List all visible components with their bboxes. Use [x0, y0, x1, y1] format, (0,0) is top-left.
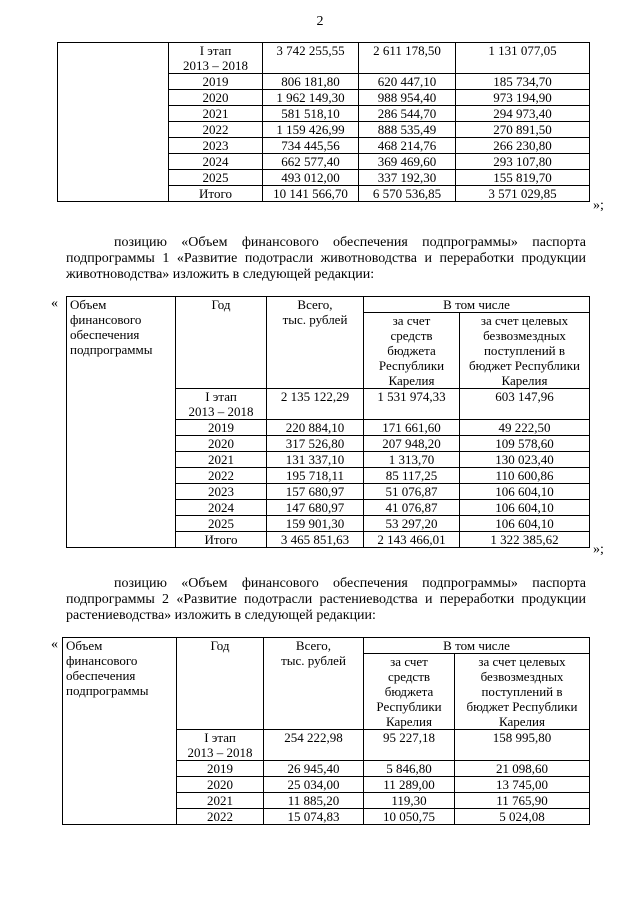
- total-cell: 493 012,00: [263, 170, 359, 186]
- year-cell: 2022: [176, 468, 267, 484]
- total-cell: 131 337,10: [267, 452, 364, 468]
- table-row: [58, 43, 590, 74]
- budget-cell: 41 076,87: [364, 500, 460, 516]
- year-cell: I этап 2013 – 2018: [177, 730, 264, 761]
- paragraph-subprogram-1: позицию «Объем финансового обеспечения подпрограммы» паспорта подпрограммы 1 «Развитие подотрасли животноводства и переработки продукции животноводства» изложить в следующей редакции:: [66, 235, 586, 282]
- budget-cell: 11 289,00: [364, 777, 455, 793]
- other-cell: 155 819,70: [456, 170, 590, 186]
- header-other: за счет целевых безвозмездных поступлений в бюджет Республики Карелия: [460, 313, 590, 389]
- header-budget: за счет средств бюджета Республики Карелия: [364, 313, 460, 389]
- budget-cell: 2 611 178,50: [359, 43, 456, 74]
- header-other: за счет целевых безвозмездных поступлений в бюджет Республики Карелия: [455, 654, 590, 730]
- year-cell: 2022: [177, 809, 264, 825]
- year-cell: 2022: [169, 122, 263, 138]
- year-cell: 2019: [177, 761, 264, 777]
- total-cell: 734 445,56: [263, 138, 359, 154]
- budget-cell: 85 117,25: [364, 468, 460, 484]
- other-cell: 270 891,50: [456, 122, 590, 138]
- other-cell: 21 098,60: [455, 761, 590, 777]
- other-cell: 109 578,60: [460, 436, 590, 452]
- budget-cell: 468 214,76: [359, 138, 456, 154]
- total-cell: 2 135 122,29: [267, 389, 364, 420]
- other-cell: 185 734,70: [456, 74, 590, 90]
- other-cell: 973 194,90: [456, 90, 590, 106]
- table2-open-mark: «: [51, 296, 58, 311]
- header-row: [63, 638, 590, 654]
- budget-cell: 988 954,40: [359, 90, 456, 106]
- year-cell: 2023: [169, 138, 263, 154]
- other-cell: 106 604,10: [460, 516, 590, 532]
- total-cell: 25 034,00: [264, 777, 364, 793]
- total-cell: 1 159 426,99: [263, 122, 359, 138]
- table2-close-mark: »;: [593, 542, 604, 557]
- subprogram-label-cell: Объем финансового обеспечения подпрограммы: [63, 638, 177, 825]
- budget-cell: 53 297,20: [364, 516, 460, 532]
- other-cell: 1 131 077,05: [456, 43, 590, 74]
- year-cell: 2023: [176, 484, 267, 500]
- other-cell: 293 107,80: [456, 154, 590, 170]
- table3-open-mark: «: [51, 637, 58, 652]
- total-cell: 254 222,98: [264, 730, 364, 761]
- year-cell: 2021: [169, 106, 263, 122]
- year-cell: 2020: [177, 777, 264, 793]
- total-cell: 159 901,30: [267, 516, 364, 532]
- budget-cell: 5 846,80: [364, 761, 455, 777]
- header-row: [67, 297, 590, 313]
- header-including: В том числе: [364, 297, 590, 313]
- other-cell: 49 222,50: [460, 420, 590, 436]
- total-cell: 11 885,20: [264, 793, 364, 809]
- other-cell: 603 147,96: [460, 389, 590, 420]
- year-cell: 2019: [176, 420, 267, 436]
- other-cell: 266 230,80: [456, 138, 590, 154]
- header-total: Всего, тыс. рублей: [267, 297, 364, 389]
- budget-cell: 10 050,75: [364, 809, 455, 825]
- page-number: 2: [316, 14, 324, 29]
- other-cell: 158 995,80: [455, 730, 590, 761]
- other-cell: 110 600,86: [460, 468, 590, 484]
- table1-label-cell: [58, 43, 169, 202]
- year-cell: Итого: [176, 532, 267, 548]
- other-cell: 130 023,40: [460, 452, 590, 468]
- total-cell: 220 884,10: [267, 420, 364, 436]
- total-cell: 662 577,40: [263, 154, 359, 170]
- year-cell: 2021: [177, 793, 264, 809]
- budget-cell: 6 570 536,85: [359, 186, 456, 202]
- budget-cell: 95 227,18: [364, 730, 455, 761]
- total-cell: 195 718,11: [267, 468, 364, 484]
- budget-cell: 620 447,10: [359, 74, 456, 90]
- table-subprogram-2-funding: [62, 637, 590, 825]
- budget-cell: 119,30: [364, 793, 455, 809]
- year-cell: 2020: [176, 436, 267, 452]
- year-cell: Итого: [169, 186, 263, 202]
- header-budget: за счет средств бюджета Республики Карелия: [364, 654, 455, 730]
- year-cell: 2019: [169, 74, 263, 90]
- table2-body: [67, 297, 590, 548]
- header-total: Всего, тыс. рублей: [264, 638, 364, 730]
- subprogram-label-cell: Объем финансового обеспечения подпрограммы: [67, 297, 176, 548]
- header-year: Год: [176, 297, 267, 389]
- budget-cell: 888 535,49: [359, 122, 456, 138]
- budget-cell: 171 661,60: [364, 420, 460, 436]
- total-cell: 15 074,83: [264, 809, 364, 825]
- year-cell: 2020: [169, 90, 263, 106]
- header-including: В том числе: [364, 638, 590, 654]
- other-cell: 294 973,40: [456, 106, 590, 122]
- budget-cell: 2 143 466,01: [364, 532, 460, 548]
- budget-cell: 207 948,20: [364, 436, 460, 452]
- total-cell: 3 742 255,55: [263, 43, 359, 74]
- year-cell: I этап 2013 – 2018: [176, 389, 267, 420]
- budget-cell: 1 313,70: [364, 452, 460, 468]
- year-cell: 2025: [169, 170, 263, 186]
- other-cell: 5 024,08: [455, 809, 590, 825]
- table-subprogram-continued: [57, 42, 590, 202]
- budget-cell: 337 192,30: [359, 170, 456, 186]
- other-cell: 3 571 029,85: [456, 186, 590, 202]
- total-cell: 10 141 566,70: [263, 186, 359, 202]
- year-cell: 2024: [176, 500, 267, 516]
- total-cell: 26 945,40: [264, 761, 364, 777]
- other-cell: 106 604,10: [460, 500, 590, 516]
- year-cell: 2025: [176, 516, 267, 532]
- total-cell: 3 465 851,63: [267, 532, 364, 548]
- table3-body: [63, 638, 590, 825]
- other-cell: 13 745,00: [455, 777, 590, 793]
- year-cell: I этап 2013 – 2018: [169, 43, 263, 74]
- other-cell: 11 765,90: [455, 793, 590, 809]
- year-cell: 2024: [169, 154, 263, 170]
- total-cell: 147 680,97: [267, 500, 364, 516]
- table1-close-mark: »;: [593, 198, 604, 213]
- year-cell: 2021: [176, 452, 267, 468]
- paragraph-subprogram-2: позицию «Объем финансового обеспечения подпрограммы» паспорта подпрограммы 2 «Развитие подотрасли растениеводства и переработки продукции растениеводства» изложить в следующей редакции:: [66, 576, 586, 623]
- budget-cell: 51 076,87: [364, 484, 460, 500]
- table1-body: [58, 43, 590, 202]
- header-year: Год: [177, 638, 264, 730]
- other-cell: 106 604,10: [460, 484, 590, 500]
- table-subprogram-1-funding: [66, 296, 590, 548]
- budget-cell: 1 531 974,33: [364, 389, 460, 420]
- total-cell: 581 518,10: [263, 106, 359, 122]
- other-cell: 1 322 385,62: [460, 532, 590, 548]
- total-cell: 1 962 149,30: [263, 90, 359, 106]
- total-cell: 806 181,80: [263, 74, 359, 90]
- total-cell: 317 526,80: [267, 436, 364, 452]
- total-cell: 157 680,97: [267, 484, 364, 500]
- budget-cell: 286 544,70: [359, 106, 456, 122]
- budget-cell: 369 469,60: [359, 154, 456, 170]
